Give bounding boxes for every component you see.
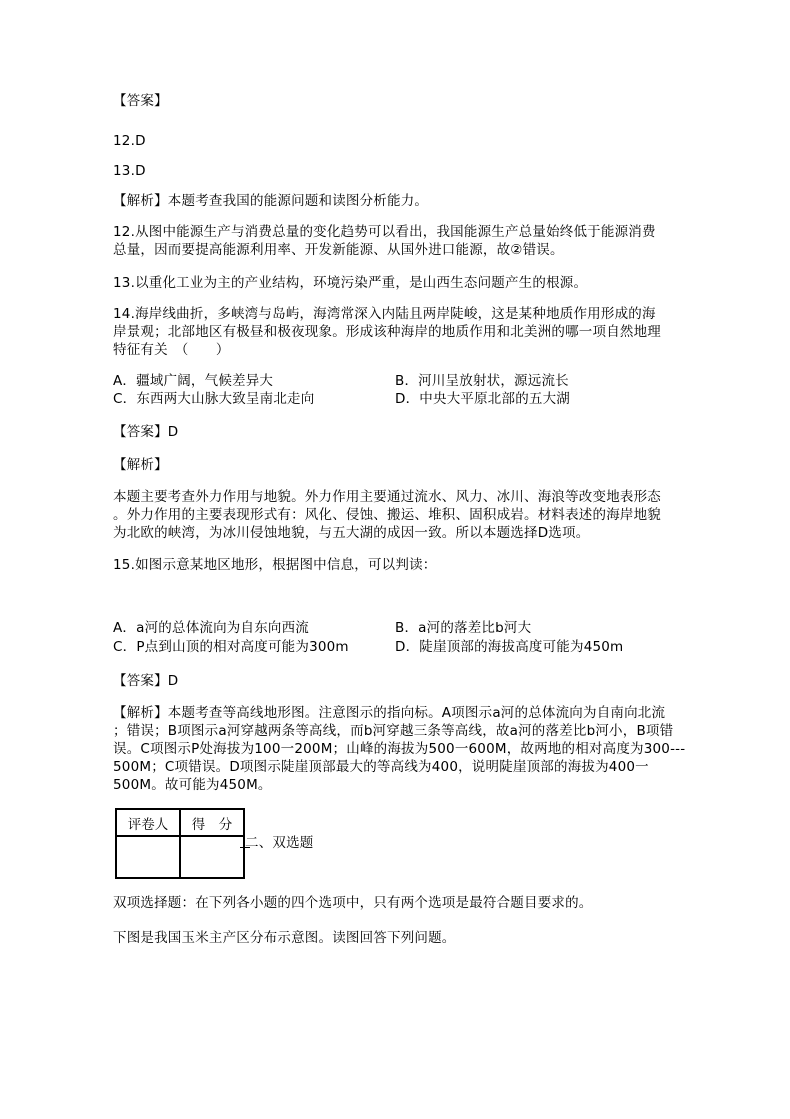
q14-explanation: 为北欧的峡湾，为冰川侵蚀地貌，与五大湖的成因一致。所以本题选择D选项。	[113, 525, 590, 541]
q15-explanation: 500M。故可能为450M。	[113, 777, 272, 793]
score-cell	[180, 836, 244, 878]
q14-analysis-label: 【解析】	[113, 457, 168, 473]
section-2-instructions: 双项选择题：在下列各小题的四个选项中，只有两个选项是最符合题目要求的。	[113, 895, 593, 911]
q14-explanation: 本题主要考查外力作用与地貌。外力作用主要通过流水、风力、冰川、海浪等改变地表形态	[113, 489, 661, 505]
q14-option-b: B．河川呈放射状，源远流长	[395, 373, 569, 389]
analysis-12-13: 【解析】本题考查我国的能源问题和读图分析能力。	[113, 193, 429, 209]
q15-explanation: 误。C项图示P处海拔为100一200M；山峰的海拔为500一600M，故两地的相对高度为300---	[113, 741, 686, 757]
q15-option-a: A．a河的总体流向为自东向西流	[113, 620, 310, 636]
explanation-12-line: 12.从图中能源生产与消费总量的变化趋势可以看出，我国能源生产总量始终低于能源消费	[113, 224, 656, 240]
question-15-stem: 15.如图示意某地区地形，根据图中信息，可以判读：	[113, 557, 437, 573]
answer-13: 13.D	[113, 163, 146, 179]
score-header: 得 分	[180, 809, 244, 836]
q15-explanation: 【解析】本题考查等高线地形图。注意图示的指向标。A项图示a河的总体流向为自南向北流	[113, 705, 666, 721]
q15-answer: 【答案】D	[113, 673, 179, 689]
grader-cell	[116, 836, 180, 878]
q15-explanation: 500M；C项错误。D项图示陡崖顶部最大的等高线为400，说明陡崖顶部的海拔为400一	[113, 759, 649, 775]
explanation-13: 13.以重化工业为主的产业结构，环境污染严重，是山西生态问题产生的根源。	[113, 275, 588, 291]
q15-option-b: B．a河的落差比b河大	[395, 620, 532, 636]
question-14-stem: 14.海岸线曲折，多峡湾与岛屿，海湾常深入内陆且两岸陡峻，这是某种地质作用形成的海	[113, 306, 656, 322]
q14-answer: 【答案】D	[113, 424, 179, 440]
question-14-stem: 特征有关 （ ）	[113, 342, 230, 358]
explanation-12-line: 总量，因而要提高能源利用率、开发新能源、从国外进口能源，故②错误。	[113, 242, 564, 258]
q14-option-c: C．东西两大山脉大致呈南北走向	[113, 391, 315, 407]
q14-explanation: 。外力作用的主要表现形式有：风化、侵蚀、搬运、堆积、固积成岩。材料表述的海岸地貌	[113, 507, 661, 523]
section-2-title: 二、双选题	[245, 835, 314, 851]
q14-option-d: D．中央大平原北部的五大湖	[395, 391, 570, 407]
grader-header: 评卷人	[116, 809, 180, 836]
question-14-stem: 岸景观；北部地区有极昼和极夜现象。形成该种海岸的地质作用和北美洲的哪一项自然地理	[113, 324, 661, 340]
answer-12: 12.D	[113, 133, 146, 149]
q15-option-d: D．陡崖顶部的海拔高度可能为450m	[395, 639, 624, 655]
answer-label: 【答案】	[113, 93, 168, 109]
section-2-intro: 下图是我国玉米主产区分布示意图。读图回答下列问题。	[113, 930, 456, 946]
q14-option-a: A．疆域广阔，气候差异大	[113, 373, 274, 389]
q15-explanation: ；错误；B项图示a河穿越两条等高线，而b河穿越三条等高线，故a河的落差比b河小，B项错	[113, 723, 674, 739]
grading-table	[115, 808, 245, 879]
q15-option-c: C．P点到山顶的相对高度可能为300m	[113, 639, 349, 655]
